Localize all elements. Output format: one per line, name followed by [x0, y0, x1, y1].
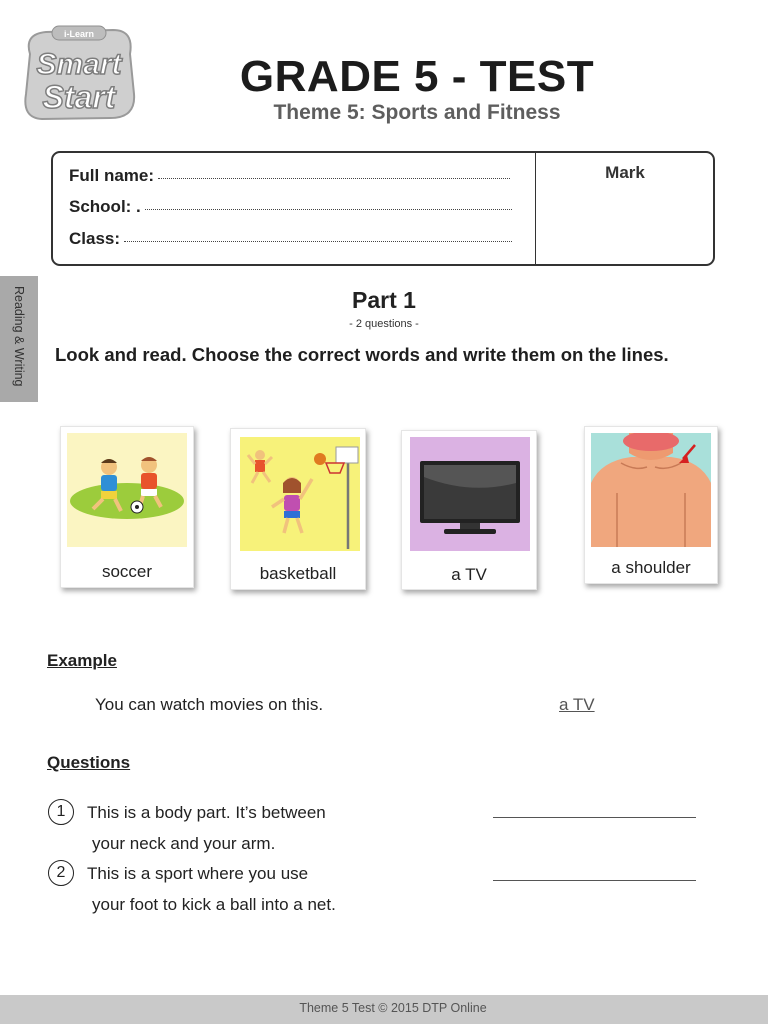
class-label: Class: [69, 229, 121, 248]
page-subtitle: Theme 5: Sports and Fitness [273, 101, 561, 124]
answer-line-2[interactable] [493, 880, 696, 881]
page-title: GRADE 5 - TEST [239, 52, 595, 101]
example-heading: Example [47, 651, 117, 670]
picture-card-shoulder [584, 426, 718, 584]
question-number-2: 2 [48, 860, 74, 886]
card-label: soccer [101, 562, 153, 581]
answer-line-1[interactable] [493, 817, 696, 818]
school-field[interactable] [145, 209, 512, 210]
mark-label: Mark [605, 163, 645, 182]
card-label: a TV [451, 565, 487, 584]
svg-text:Start: Start [42, 79, 116, 115]
question-2-line1: This is a sport where you use [87, 864, 309, 883]
class-row [69, 229, 512, 249]
school-label: School: . [69, 197, 141, 216]
basketball-players-image [240, 437, 360, 551]
svg-text:i-Learn: i-Learn [63, 29, 95, 39]
part-subtitle: - 2 questions - [349, 318, 419, 330]
example-answer: a TV [559, 695, 595, 714]
picture-card-tv [401, 430, 537, 590]
school-row [69, 197, 512, 217]
card-label: a shoulder [611, 558, 691, 577]
card-label: basketball [259, 564, 337, 583]
svg-text:Smart: Smart [36, 48, 122, 81]
side-tab-label: Reading & Writing [12, 286, 26, 387]
question-1-line1: This is a body part. It’s between [87, 803, 326, 822]
picture-card-basketball [230, 428, 366, 590]
question-number-1: 1 [48, 799, 74, 825]
picture-card-soccer [60, 426, 194, 588]
footer-text: Theme 5 Test © 2015 DTP Online [299, 1001, 487, 1015]
question-2-line2: your foot to kick a ball into a net. [92, 895, 336, 914]
part-title: Part 1 [352, 287, 416, 313]
student-info-box [51, 151, 715, 266]
shoulder-image [591, 433, 711, 547]
questions-heading: Questions [47, 753, 131, 772]
instruction: Look and read. Choose the correct words and write them on the lines. [55, 344, 669, 365]
full-name-field[interactable] [158, 178, 510, 179]
page-footer [0, 995, 768, 1024]
class-field[interactable] [124, 241, 512, 242]
question-1-line2: your neck and your arm. [92, 834, 276, 853]
full-name-row [69, 166, 510, 186]
full-name-label: Full name: [69, 166, 155, 185]
example-text: You can watch movies on this. [95, 695, 324, 714]
soccer-players-image [67, 433, 187, 547]
television-image [410, 437, 530, 551]
